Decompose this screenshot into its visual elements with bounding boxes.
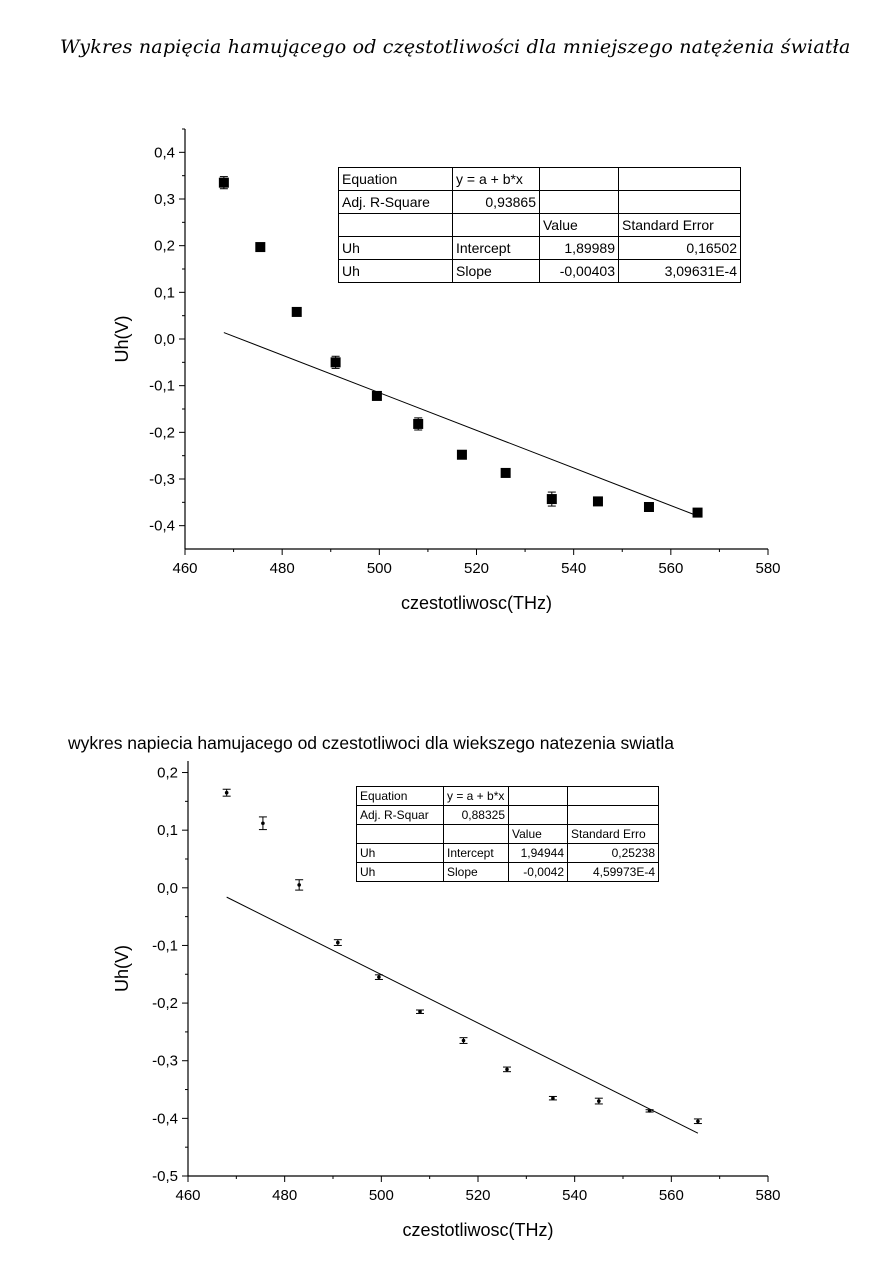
- fit-table-cell: -0,0042: [509, 863, 568, 882]
- fit-table-cell: [357, 825, 444, 844]
- chart2-data-point: [597, 1099, 601, 1103]
- chart1-data-point: [501, 468, 511, 478]
- chart2-x-tick-label: 460: [175, 1187, 201, 1204]
- fit-table-cell: [568, 787, 659, 806]
- chart2-data-point: [225, 791, 229, 795]
- fit-table-cell: Adj. R-Square: [339, 191, 453, 214]
- fit-table-cell: Uh: [339, 260, 453, 283]
- fit-table-row: [339, 237, 741, 260]
- chart2-x-tick-label: 480: [272, 1187, 298, 1204]
- chart1-data-point: [644, 502, 654, 512]
- chart2-x-tick-label: 540: [562, 1187, 588, 1204]
- chart2-data-point: [377, 975, 381, 979]
- chart2-x-tick-label: 520: [465, 1187, 491, 1204]
- chart1-y-tick-label: 0,0: [154, 331, 175, 348]
- fit-table-cell: [540, 168, 619, 191]
- chart1-x-tick-label: 560: [658, 560, 684, 577]
- fit-table-cell: y = a + b*x: [444, 787, 509, 806]
- fit-table-row: [339, 214, 741, 237]
- fit-table-cell: 1,89989: [540, 237, 619, 260]
- chart2-y-tick-label: -0,1: [152, 937, 178, 955]
- fit-table-cell: Intercept: [453, 237, 540, 260]
- chart1-x-tick-label: 520: [463, 560, 490, 577]
- chart2-data-point: [696, 1119, 700, 1123]
- fit-table-cell: 0,93865: [453, 191, 540, 214]
- chart1-y-axis-label: Uh(V): [112, 315, 132, 363]
- chart1-y-tick-label: -0,2: [149, 424, 175, 442]
- chart2-data-point: [648, 1109, 652, 1113]
- fit-table-cell: 1,94944: [509, 844, 568, 863]
- chart2-x-tick-label: 560: [658, 1187, 684, 1204]
- fit-table-row: [357, 825, 659, 844]
- fit-table-cell: 0,25238: [568, 844, 659, 863]
- chart2-data-point: [418, 1010, 422, 1014]
- chart1-x-axis-label: czestotliwosc(THz): [400, 593, 553, 613]
- fit-table-cell: Equation: [357, 787, 444, 806]
- chart2-data-point: [551, 1096, 555, 1100]
- fit-table-cell: [540, 191, 619, 214]
- fit-table-cell: 4,59973E-4: [568, 863, 659, 882]
- fit-table-cell: 0,16502: [619, 237, 741, 260]
- chart1-data-point: [219, 178, 229, 188]
- fit-table-row: [339, 191, 741, 214]
- chart2-y-tick-label: 0,2: [157, 764, 178, 782]
- chart2-data-point: [462, 1039, 466, 1043]
- chart1-x-tick-label: 460: [172, 560, 198, 577]
- fit-table-cell: Value: [509, 825, 568, 844]
- chart2-y-tick-label: -0,3: [152, 1052, 178, 1070]
- fit-results-table-2: [356, 786, 659, 882]
- chart2-y-tick-label: -0,4: [152, 1110, 178, 1128]
- chart1-x-tick-label: 580: [755, 560, 781, 577]
- chart2-data-point: [261, 821, 265, 825]
- chart-2-title: wykres napiecia hamujacego od czestotliwoci dla wiekszego natezenia swiatla: [68, 733, 675, 753]
- chart1-data-point: [547, 494, 557, 504]
- fit-table-cell: [444, 825, 509, 844]
- chart1-y-tick-label: -0,3: [149, 471, 175, 488]
- fit-table-cell: Uh: [339, 237, 453, 260]
- chart2-fit-line: [227, 897, 698, 1133]
- chart1-fit-line: [224, 333, 698, 516]
- chart1-data-point: [255, 242, 265, 252]
- fit-table-row: [339, 168, 741, 191]
- chart1-y-tick-label: 0,2: [154, 237, 175, 255]
- fit-table-cell: Intercept: [444, 844, 509, 863]
- fit-table-cell: [509, 806, 568, 825]
- fit-table-cell: [619, 168, 741, 191]
- chart1-data-point: [413, 419, 423, 429]
- chart2-y-tick-label: -0,5: [152, 1168, 178, 1185]
- fit-table-cell: Standard Error: [619, 214, 741, 237]
- fit-table-cell: [509, 787, 568, 806]
- chart1-y-tick-label: -0,1: [149, 377, 175, 395]
- fit-table-row: [357, 863, 659, 882]
- chart1-y-tick-label: 0,1: [154, 284, 175, 302]
- fit-table-row: [357, 787, 659, 806]
- chart1-x-tick-label: 480: [269, 560, 295, 577]
- fit-table-row: [339, 260, 741, 283]
- chart1-data-point: [372, 391, 382, 401]
- chart2-x-tick-label: 580: [755, 1187, 781, 1204]
- fit-table-cell: Adj. R-Squar: [357, 806, 444, 825]
- chart1-x-tick-label: 540: [561, 560, 587, 577]
- fit-table-cell: 0,88325: [444, 806, 509, 825]
- chart2-y-tick-label: -0,2: [152, 995, 178, 1013]
- handwritten-chart-title: Wykres napięcia hamującego od częstotliwości dla mniejszego natężenia światła: [60, 36, 851, 58]
- fit-results-table-1: [338, 167, 741, 283]
- chart2-data-point: [505, 1068, 509, 1072]
- fit-table-row: [357, 844, 659, 863]
- fit-table-cell: Uh: [357, 844, 444, 863]
- chart1-data-point: [457, 450, 467, 460]
- chart1-data-point: [693, 508, 703, 518]
- chart2-x-axis-label: czestotliwosc(THz): [402, 1220, 554, 1240]
- chart2-data-point: [336, 941, 340, 945]
- chart2-data-point: [297, 883, 301, 887]
- chart1-y-tick-label: -0,4: [149, 517, 175, 535]
- fit-table-cell: Equation: [339, 168, 453, 191]
- fit-table-cell: -0,00403: [540, 260, 619, 283]
- chart1-data-point: [331, 357, 341, 367]
- fit-table-cell: Standard Erro: [568, 825, 659, 844]
- chart2-y-axis-label: Uh(V): [112, 944, 132, 993]
- chart2-y-tick-label: 0,0: [157, 879, 178, 897]
- fit-table-cell: y = a + b*x: [453, 168, 540, 191]
- chart2-x-tick-label: 500: [368, 1187, 394, 1204]
- fit-table-cell: Uh: [357, 863, 444, 882]
- chart2-y-tick-label: 0,1: [157, 822, 178, 840]
- chart1-y-tick-label: 0,3: [154, 191, 175, 208]
- fit-table-cell: [339, 214, 453, 237]
- fit-table-row: [357, 806, 659, 825]
- fit-table-cell: Slope: [444, 863, 509, 882]
- chart1-x-tick-label: 500: [366, 560, 392, 577]
- fit-table-cell: [619, 191, 741, 214]
- chart1-data-point: [593, 496, 603, 506]
- fit-table-cell: 3,09631E-4: [619, 260, 741, 283]
- fit-table-cell: Value: [540, 214, 619, 237]
- fit-table-cell: Slope: [453, 260, 540, 283]
- chart1-data-point: [292, 307, 302, 317]
- fit-table-cell: [453, 214, 540, 237]
- fit-table-cell: [568, 806, 659, 825]
- chart1-y-tick-label: 0,4: [154, 144, 175, 162]
